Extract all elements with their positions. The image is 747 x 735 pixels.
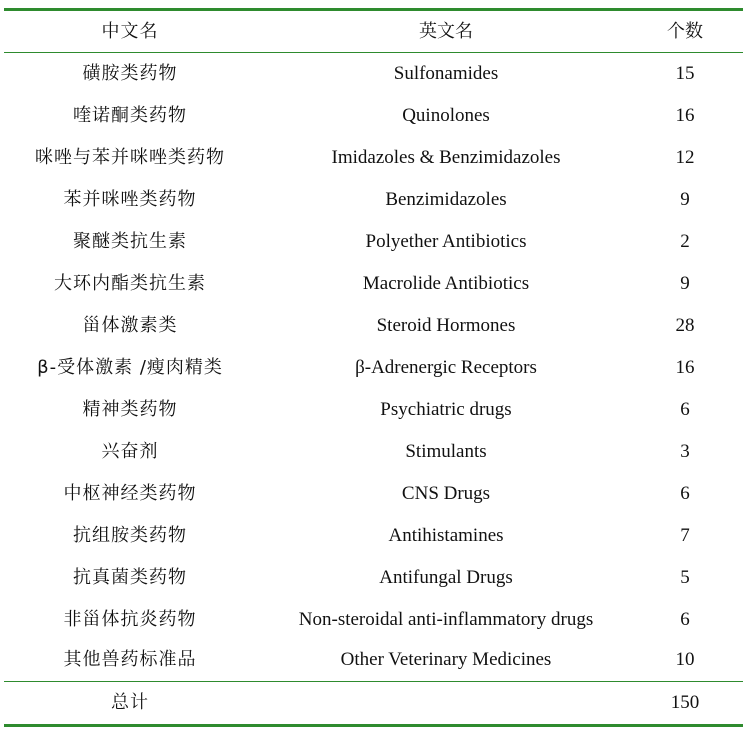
cell-count: 28	[675, 315, 695, 336]
total-en-empty	[256, 682, 636, 724]
cell-en-name: Benzimidazoles	[385, 189, 507, 210]
cell-count: 12	[675, 147, 695, 168]
cell-zh-name: 磺胺类药物	[82, 63, 178, 84]
cell-count: 6	[680, 399, 690, 420]
cell-zh-name: 抗组胺类药物	[73, 525, 187, 546]
cell-en-name: Other Veterinary Medicines	[340, 649, 552, 670]
cell-count: 6	[680, 609, 690, 630]
cell-zh-name: 聚醚类抗生素	[73, 231, 187, 252]
table-row	[4, 137, 743, 179]
table-row	[4, 347, 743, 389]
cell-en-name: β-Adrenergic Receptors	[355, 357, 537, 378]
header-zh-name: 中文名	[101, 21, 159, 42]
table-row	[4, 53, 743, 95]
table-row	[4, 473, 743, 515]
cell-zh-name: 其他兽药标准品	[63, 649, 197, 670]
table-row	[4, 389, 743, 431]
table-row	[4, 95, 743, 137]
cell-zh-name: 喹诺酮类药物	[73, 105, 187, 126]
cell-en-name: Macrolide Antibiotics	[362, 273, 530, 294]
table-bottom-rule	[4, 724, 743, 727]
cell-zh-name: 咪唑与苯并咪唑类药物	[35, 147, 225, 168]
cell-count: 3	[680, 441, 690, 462]
header-count: 个数	[667, 21, 703, 42]
table-row	[4, 599, 743, 641]
table-row	[4, 431, 743, 473]
cell-count: 16	[675, 357, 695, 378]
cell-en-name: Steroid Hormones	[376, 315, 516, 336]
cell-zh-name: 苯并咪唑类药物	[63, 189, 197, 210]
cell-zh-name: 兴奋剂	[101, 441, 159, 462]
cell-en-name: Stimulants	[405, 441, 487, 462]
cell-count: 6	[680, 483, 690, 504]
cell-en-name: Sulfonamides	[393, 63, 499, 84]
table-row	[4, 515, 743, 557]
cell-zh-name: 中枢神经类药物	[63, 483, 197, 504]
total-label: 总计	[111, 692, 149, 713]
cell-count: 9	[680, 273, 690, 294]
table-row	[4, 557, 743, 599]
cell-en-name: Non-steroidal anti-inflammatory drugs	[298, 609, 594, 630]
table-row	[4, 305, 743, 347]
cell-count: 2	[680, 231, 690, 252]
cell-zh-name: 非甾体抗炎药物	[63, 609, 197, 630]
cell-count: 16	[675, 105, 695, 126]
cell-en-name: Antifungal Drugs	[379, 567, 513, 588]
cell-en-name: Polyether Antibiotics	[365, 231, 527, 252]
cell-count: 9	[680, 189, 690, 210]
table-row	[4, 263, 743, 305]
cell-en-name: Psychiatric drugs	[380, 399, 512, 420]
table-row	[4, 221, 743, 263]
cell-en-name: Quinolones	[402, 105, 490, 126]
cell-zh-name: 抗真菌类药物	[73, 567, 187, 588]
cell-zh-name: 甾体激素类	[82, 315, 178, 336]
table-header-row	[4, 11, 743, 53]
cell-count: 5	[680, 567, 690, 588]
table-row	[4, 179, 743, 221]
cell-zh-name: β-受体激素 /瘦肉精类	[37, 357, 223, 378]
table-row	[4, 639, 743, 681]
cell-zh-name: 大环内酯类抗生素	[54, 273, 206, 294]
cell-en-name: CNS Drugs	[401, 483, 491, 504]
cell-en-name: Antihistamines	[388, 525, 504, 546]
header-en-name: 英文名	[419, 21, 473, 42]
cell-count: 7	[680, 525, 690, 546]
cell-zh-name: 精神类药物	[82, 399, 178, 420]
cell-en-name: Imidazoles & Benzimidazoles	[331, 147, 561, 168]
cell-count: 10	[675, 649, 695, 670]
cell-count: 15	[675, 63, 695, 84]
table-total-row	[4, 682, 743, 724]
total-count: 150	[670, 692, 700, 713]
